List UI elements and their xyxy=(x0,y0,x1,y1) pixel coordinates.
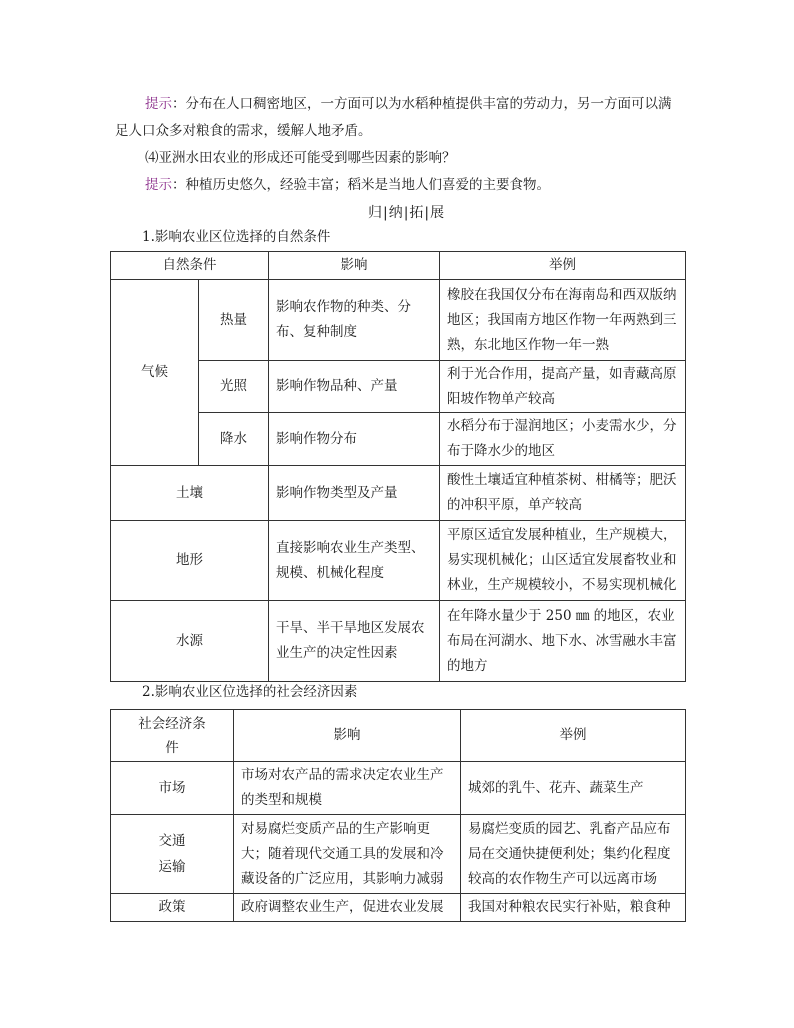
example-cell: 在年降水量少于 250 ㎜ 的地区，农业布局在河湖水、地下水、冰雪融水丰富的地方 xyxy=(440,601,686,682)
hint-paragraph-2 xyxy=(145,175,550,195)
factor-cell: 降水 xyxy=(199,413,269,466)
effect-cell: 直接影响农业生产类型、规模、机械化程度 xyxy=(269,521,440,601)
section-title: 归|纳|拓|展 xyxy=(368,205,446,221)
effect-cell: 对易腐烂变质产品的生产影响更大；随着现代交通工具的发展和冷藏设备的广泛应用，其影响力减弱 xyxy=(234,815,461,894)
header-socioeconomic-condition xyxy=(111,710,234,762)
effect-cell: 影响作物品种、产量 xyxy=(269,361,440,413)
table-row xyxy=(111,815,686,894)
table-row xyxy=(111,601,686,682)
table-header-row xyxy=(111,710,686,762)
example-cell: 利于光合作用，提高产量，如青藏高原阳坡作物单产较高 xyxy=(440,361,686,413)
example-cell: 易腐烂变质的园艺、乳畜产品应布局在交通快捷便利处；集约化程度较高的农作物生产可以远离市场 xyxy=(461,815,686,894)
table-row xyxy=(111,521,686,601)
effect-cell: 干旱、半干旱地区发展农业生产的决定性因素 xyxy=(269,601,440,682)
effect-cell: 市场对农产品的需求决定农业生产的类型和规模 xyxy=(234,762,461,815)
factor-cell xyxy=(111,815,234,894)
socioeconomic-factors-table xyxy=(110,709,686,922)
hint-text-line2: 足人口众多对粮食的需求，缓解人地矛盾。 xyxy=(115,123,372,139)
header-example: 举例 xyxy=(461,710,686,762)
table-row xyxy=(111,466,686,521)
climate-label: 气候 xyxy=(111,280,199,466)
question-4: ⑷亚洲水田农业的形成还可能受到哪些因素的影响？ xyxy=(145,150,456,166)
hint-text-line1: ：分布在人口稠密地区，一方面可以为水稻种植提供丰富的劳动力，另一方面可以满 xyxy=(172,96,672,112)
header-natural-condition: 自然条件 xyxy=(111,252,269,280)
factor-cell: 市场 xyxy=(111,762,234,815)
table-row xyxy=(111,894,686,922)
factor-cell-text: 交通运输 xyxy=(158,833,186,875)
effect-cell: 影响农作物的种类、分布、复种制度 xyxy=(269,280,440,361)
table2-caption: 2.影响农业区位选择的社会经济因素 xyxy=(142,684,358,700)
table-row xyxy=(111,762,686,815)
table1-caption: 1.影响农业区位选择的自然条件 xyxy=(142,229,331,245)
factor-cell: 地形 xyxy=(111,521,269,601)
hint-paragraph-1 xyxy=(145,94,672,114)
hint-label: 提示 xyxy=(145,96,172,112)
header-socioeconomic-condition-text: 社会经济条件 xyxy=(138,715,206,756)
example-cell: 酸性土壤适宜种植茶树、柑橘等；肥沃的冲积平原，单产较高 xyxy=(440,466,686,521)
table-header-row xyxy=(111,252,686,280)
example-cell: 橡胶在我国仅分布在海南岛和西双版纳地区；我国南方地区作物一年两熟到三熟，东北地区作物一年一熟 xyxy=(440,280,686,361)
example-cell: 城郊的乳牛、花卉、蔬菜生产 xyxy=(461,762,686,815)
natural-conditions-table xyxy=(110,251,686,682)
hint-label: 提示 xyxy=(145,177,172,193)
table-row xyxy=(111,280,686,361)
header-effect: 影响 xyxy=(234,710,461,762)
factor-cell: 光照 xyxy=(199,361,269,413)
effect-cell: 影响作物分布 xyxy=(269,413,440,466)
header-effect: 影响 xyxy=(269,252,440,280)
factor-cell: 土壤 xyxy=(111,466,269,521)
hint-text: ：种植历史悠久，经验丰富；稻米是当地人们喜爱的主要食物。 xyxy=(172,177,550,193)
effect-cell: 政府调整农业生产，促进农业发展 xyxy=(234,894,461,922)
factor-cell: 水源 xyxy=(111,601,269,682)
factor-cell: 热量 xyxy=(199,280,269,361)
factor-cell: 政策 xyxy=(111,894,234,922)
effect-cell: 影响作物类型及产量 xyxy=(269,466,440,521)
example-cell: 水稻分布于湿润地区；小麦需水少，分布于降水少的地区 xyxy=(440,413,686,466)
example-cell: 平原区适宜发展种植业，生产规模大，易实现机械化；山区适宜发展畜牧业和林业，生产规模较小，不易实现机械化 xyxy=(440,521,686,601)
example-cell: 我国对种粮农民实行补贴，粮食种 xyxy=(461,894,686,922)
header-example: 举例 xyxy=(440,252,686,280)
